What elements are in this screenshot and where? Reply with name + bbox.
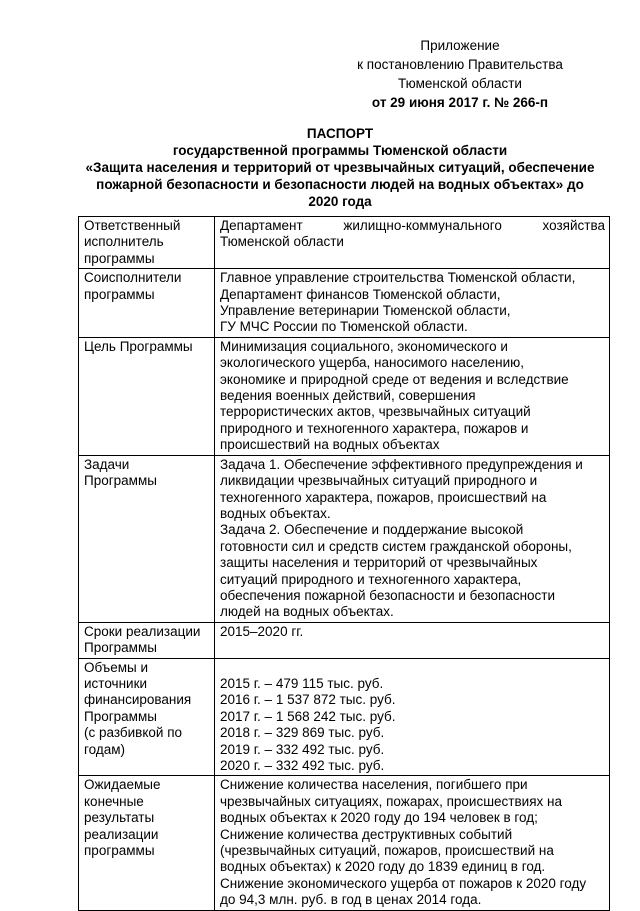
row-label-line: (с разбивкой по [84, 725, 183, 741]
table-row [79, 455, 610, 622]
row-label-line: конечные [84, 793, 144, 809]
row-value-line: водных объектах к 2020 году до 194 человек в год; [220, 810, 538, 826]
row-label-line: Программы [84, 473, 157, 489]
row-value-line: Управление ветеринарии Тюменской области, [220, 303, 511, 319]
title-line: государственной программы Тюменской области [172, 143, 508, 158]
row-label-line: программы [84, 843, 155, 859]
row-value-line: происшествий на водных объектах [220, 437, 440, 453]
row-value-line: чрезвычайных ситуациях, пожарах, происшествиях на [220, 793, 562, 809]
row-value-line: 2018 г. – 329 869 тыс. руб. [220, 725, 385, 741]
row-value-line: защиты населения и территорий от чрезвычайных [220, 555, 538, 571]
row-label-line: годам) [84, 741, 126, 757]
row-value-line: людей на водных объектах. [220, 604, 394, 620]
row-value-line: Снижение количества деструктивных событий [220, 826, 513, 842]
row-value-cell [215, 455, 610, 622]
row-value-cell [215, 217, 610, 269]
table-row [79, 269, 610, 338]
row-label-cell [79, 217, 215, 269]
row-label-line: Задачи [84, 456, 130, 472]
row-value-line: 2015–2020 гг. [220, 623, 304, 639]
row-value-line: Снижение экономического ущерба от пожаров к 2020 году [220, 875, 587, 891]
row-value-line: Минимизация социального, экономического и [220, 338, 508, 354]
row-value-line: Задача 1. Обеспечение эффективного предупреждения и [220, 456, 583, 472]
row-value-line: Задача 2. Обеспечение и поддержание высокой [220, 522, 524, 538]
row-label-line: Программы [84, 640, 157, 656]
row-label-line: результаты [84, 810, 155, 826]
row-value-cell [215, 269, 610, 338]
row-value-line: ГУ МЧС России по Тюменской области. [220, 319, 468, 335]
row-value-line: 2019 г. – 332 492 тыс. руб. [220, 741, 385, 757]
row-value-line: 2017 г. – 1 568 242 тыс. руб. [220, 708, 396, 724]
row-label-line: исполнитель [84, 234, 164, 250]
row-label-line: Ожидаемые [84, 777, 161, 793]
row-value-line: ликвидации чрезвычайных ситуаций природного и [220, 473, 538, 489]
row-value-line: 2020 г. – 332 492 тыс. руб. [220, 758, 385, 773]
row-value-line: до 94,3 млн. руб. в год в ценах 2014 года. [220, 892, 482, 908]
table-row [79, 217, 610, 269]
row-value-line: природного и техногенного характера, пожаров и [220, 420, 529, 436]
title-line: «Защита населения и территорий от чрезвычайных ситуаций, обеспечение [85, 160, 595, 175]
row-label-cell [79, 658, 215, 776]
row-value-line: ситуаций природного и техногенного характера, [220, 571, 522, 587]
row-value-line: экологического ущерба, наносимого населению, [220, 355, 524, 371]
document-title [70, 125, 610, 210]
row-value-line: водных объектах) к 2020 году до 1839 единиц в год. [220, 859, 546, 875]
annex-line: Тюменской области [398, 76, 522, 91]
row-label-cell [79, 455, 215, 622]
row-value-cell [215, 622, 610, 658]
passport-table-body [79, 217, 610, 911]
title-line: пожарной безопасности и безопасности людей на водных объектах» до [96, 177, 584, 192]
row-label-line: финансирования [84, 692, 192, 708]
row-value-line [220, 660, 605, 676]
row-label-line: программы [84, 250, 155, 266]
annex-date: от 29 июня 2017 г. № 266-п [371, 95, 549, 110]
table-row [79, 776, 610, 910]
row-label-cell [79, 776, 215, 910]
row-value-line: Снижение количества населения, погибшего при [220, 777, 528, 793]
row-value-line: обеспечения пожарной безопасности и безопасности [220, 587, 556, 603]
row-value-cell [215, 337, 610, 455]
row-value-line: техногенного характера, пожаров, происшествий на [220, 489, 547, 505]
row-label-cell [79, 622, 215, 658]
row-label-line: Программы [84, 708, 157, 724]
title-line: ПАСПОРТ [306, 126, 374, 141]
row-value-line: 2016 г. – 1 537 872 тыс. руб. [220, 692, 396, 708]
passport-table [78, 216, 610, 911]
row-value-line: готовности сил и средств систем гражданской обороны, [220, 538, 572, 554]
row-label-line: Объемы и [84, 659, 149, 675]
row-label-line: Соисполнители [84, 270, 182, 286]
row-label-line: Цель Программы [84, 338, 193, 354]
table-row [79, 658, 610, 776]
row-label-cell [79, 269, 215, 338]
row-label-line: Сроки реализации [84, 623, 201, 639]
row-label-line: источники [84, 675, 148, 691]
row-value-line: (чрезвычайных ситуаций, пожаров, происшествий на [220, 843, 554, 859]
row-value-line: водных объектах. [220, 505, 331, 521]
row-label-cell [79, 337, 215, 455]
row-value-line: экономике и природной среде от ведения и вследствие [220, 371, 569, 387]
annex-line: к постановлению Правительства [357, 57, 563, 72]
row-value-line: 2015 г. – 479 115 тыс. руб. [220, 675, 384, 691]
row-value-line: Департамент жилищно-коммунального хозяйства [220, 218, 605, 233]
title-line: 2020 года [308, 194, 372, 209]
row-value-line: Главное управление строительства Тюменской области, [220, 270, 576, 286]
annex-header [350, 36, 570, 112]
row-value-line: террористических актов, чрезвычайных ситуаций [220, 404, 531, 420]
row-label-line: программы [84, 286, 155, 302]
row-value-cell [215, 658, 610, 776]
row-label-line: Ответственный [84, 218, 181, 233]
table-row [79, 337, 610, 455]
row-value-line: ведения военных действий, совершения [220, 388, 476, 404]
row-value-line: Тюменской области [220, 234, 344, 250]
table-row [79, 622, 610, 658]
row-value-line: Департамент финансов Тюменской области, [220, 286, 501, 302]
row-value-cell [215, 776, 610, 910]
row-label-line: реализации [84, 826, 159, 842]
annex-line: Приложение [420, 38, 500, 53]
